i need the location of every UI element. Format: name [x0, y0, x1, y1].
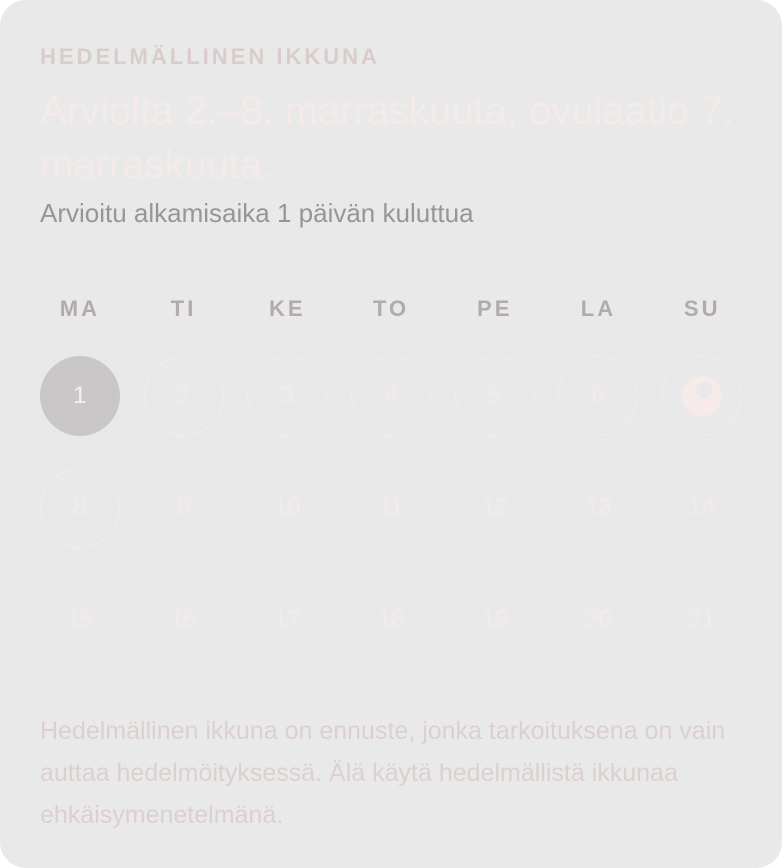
calendar-day[interactable]: [40, 580, 120, 660]
calendar-day-fertile[interactable]: [558, 356, 638, 436]
calendar-day[interactable]: [662, 580, 742, 660]
calendar-day-today[interactable]: [40, 356, 120, 436]
weekday-label: PE: [477, 296, 513, 321]
weekday-header: [28, 296, 754, 322]
calendar-day[interactable]: [455, 580, 535, 660]
calendar-day-number: 12: [481, 494, 509, 521]
calendar-day-number: 14: [688, 494, 716, 521]
calendar-day-fertile[interactable]: [144, 356, 224, 436]
weekday-label: KE: [269, 296, 306, 321]
calendar-day-ovulation[interactable]: [662, 356, 742, 436]
disclaimer-text: Hedelmällinen ikkuna on ennuste, jonka tarkoituksena on vain auttaa hedelmöityksessä. Älä käytä hedelmällistä ikkunaa ehkäisymenetelmänä.: [40, 717, 726, 829]
calendar-day-number: 5: [488, 382, 502, 409]
calendar-day-number: 6: [591, 382, 606, 409]
weekday-label: LA: [580, 296, 617, 321]
calendar-day[interactable]: [144, 468, 224, 548]
calendar-day[interactable]: [144, 580, 224, 660]
calendar-day-number: 19: [481, 606, 509, 633]
calendar-day-number: 11: [378, 494, 404, 521]
calendar-day-number: 1: [73, 382, 87, 409]
calendar-day[interactable]: [558, 580, 638, 660]
calendar-day[interactable]: [247, 468, 327, 548]
calendar-day-number: 16: [170, 606, 197, 633]
fertile-window-subtitle: Arvioitu alkamisaika 1 päivän kuluttua: [40, 198, 474, 228]
calendar-day-number: 10: [273, 494, 301, 521]
section-eyebrow: HEDELMÄLLINEN IKKUNA: [40, 44, 380, 69]
calendar-day-fertile[interactable]: [247, 356, 327, 436]
calendar-day[interactable]: [455, 468, 535, 548]
calendar-day-number: 3: [280, 382, 294, 409]
calendar-day-fertile[interactable]: [351, 356, 431, 436]
fertile-window-headline: Arviolta 2.–8. marraskuuta, ovulaatio 7. marraskuuta.: [40, 89, 734, 187]
calendar-day-number: 18: [377, 606, 405, 633]
calendar-day[interactable]: [247, 580, 327, 660]
calendar-day-number: 20: [585, 606, 612, 633]
calendar-day[interactable]: [558, 468, 638, 548]
calendar-day-number: 17: [273, 606, 301, 633]
weekday-label: SU: [683, 296, 721, 321]
calendar-day-number: 2: [176, 382, 191, 409]
calendar-day[interactable]: [351, 468, 431, 548]
ovulation-icon: [682, 376, 722, 416]
calendar-day-number: 15: [66, 606, 94, 633]
calendar-day[interactable]: [351, 580, 431, 660]
calendar-day-number: 8: [73, 494, 87, 521]
calendar-day-number: 21: [688, 606, 716, 633]
calendar-day-number: 9: [176, 494, 191, 521]
calendar-grid: [28, 356, 754, 660]
calendar-day-number: 13: [585, 494, 612, 521]
weekday-label: MA: [59, 296, 100, 321]
calendar-day-fertile[interactable]: [40, 468, 120, 548]
calendar-day-number: 4: [384, 382, 398, 409]
calendar-day-fertile[interactable]: [455, 356, 535, 436]
weekday-label: TI: [170, 296, 197, 321]
weekday-label: TO: [372, 296, 410, 321]
calendar-day[interactable]: [662, 468, 742, 548]
